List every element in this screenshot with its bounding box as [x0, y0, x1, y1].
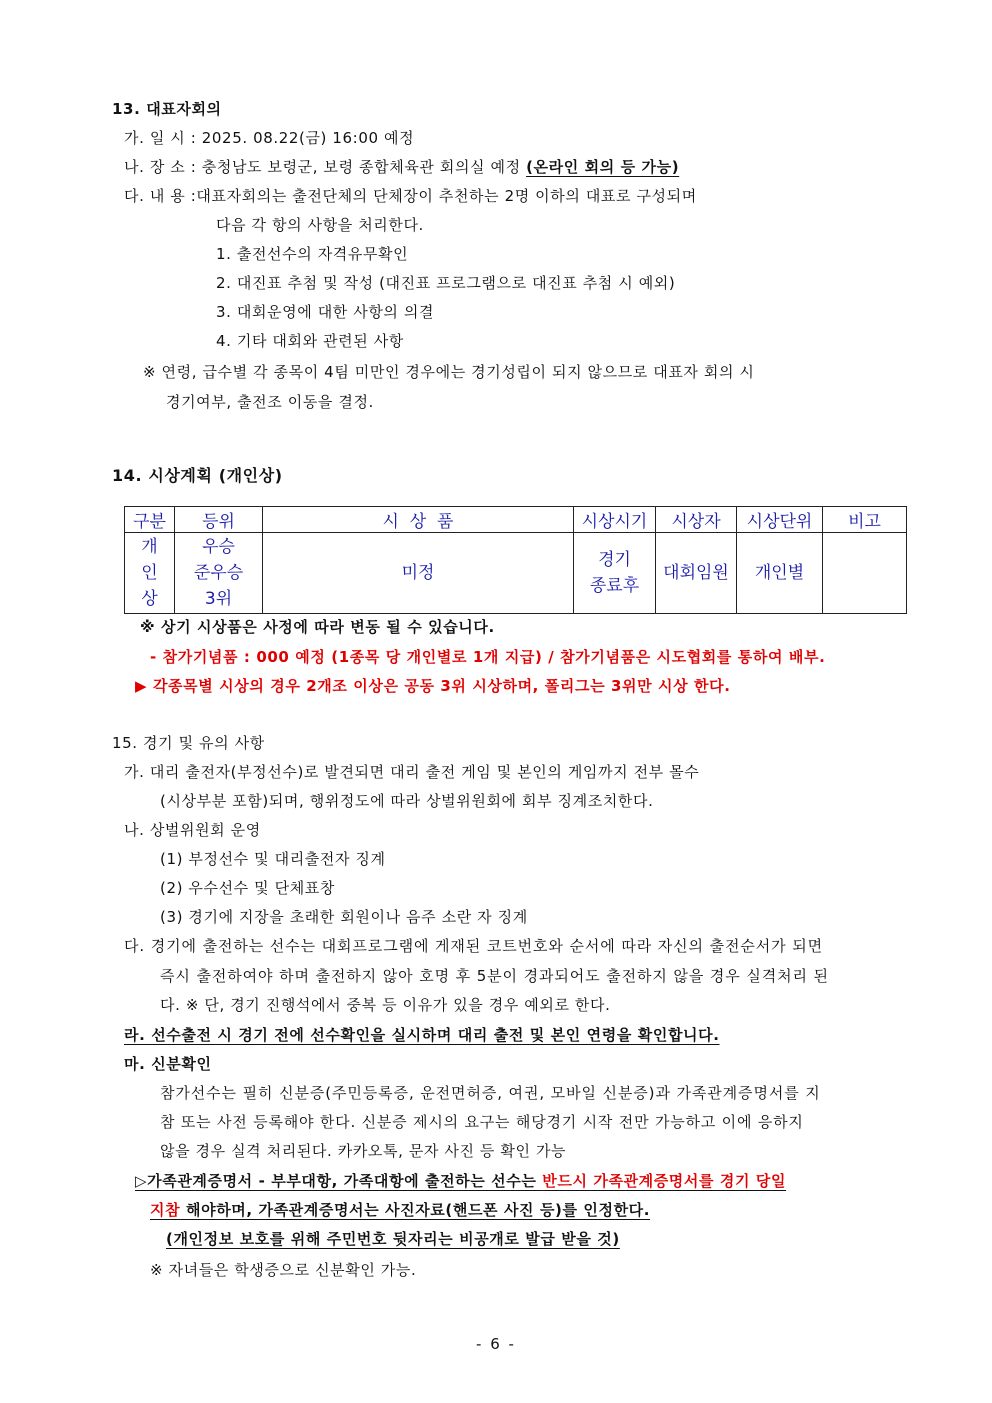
privacy-note: (개인정보 보호를 위해 주민번호 뒷자리는 비공개로 발급 받을 것)	[166, 1230, 620, 1248]
children-id-note: ※ 자녀들은 학생증으로 신분확인 가능.	[150, 1261, 417, 1279]
meeting-content-2: 다음 각 항의 사항을 처리한다.	[216, 216, 424, 234]
rule-da-1: 다. 경기에 출전하는 선수는 대회프로그램에 게재된 코트번호와 순서에 따라 자신의 출전순서가 되면	[124, 937, 824, 955]
third-place-note: ▶ 각종목별 시상의 경우 2개조 이상은 공동 3위 시상하며, 폴리그는 3위만 시상 한다.	[135, 677, 731, 695]
header-category: 구분	[125, 507, 175, 533]
meeting-place-online: (온라인 회의 등 가능)	[526, 158, 680, 176]
cell-timing	[574, 533, 656, 614]
meeting-item-3: 3. 대회운영에 대한 사항의 의결	[216, 303, 435, 321]
meeting-item-4: 4. 기타 대회와 관련된 사항	[216, 332, 404, 350]
rule-ma-3: 않을 경우 실격 처리된다. 카카오톡, 문자 사진 등 확인 가능	[160, 1142, 567, 1160]
section-14-title: 14. 시상계획 (개인상)	[112, 466, 283, 485]
cell-prize: 미정	[263, 533, 574, 614]
meeting-place	[124, 157, 679, 177]
meeting-note-1: ※ 연령, 급수별 각 종목이 4팀 미만인 경우에는 경기성립이 되지 않으므로 대표자 회의 시	[143, 363, 755, 381]
rule-na-item-2: (2) 우수선수 및 단체표창	[160, 879, 335, 897]
meeting-item-2: 2. 대진표 추첨 및 작성 (대진표 프로그램으로 대진표 추첨 시 예외)	[216, 274, 676, 292]
rule-ga-1: 가. 대리 출전자(부정선수)로 발견되면 대리 출전 게임 및 본인의 게임까지 전부 몰수	[124, 763, 700, 781]
family-cert-line-1	[135, 1171, 786, 1191]
header-prize: 시 상 품	[263, 507, 574, 533]
header-unit: 시상단위	[737, 507, 823, 533]
family-cert-required: 반드시 가족관계증명서를 경기 당일	[542, 1172, 787, 1190]
rule-na-item-1: (1) 부정선수 및 대리출전자 징계	[160, 850, 386, 868]
meeting-note-2: 경기여부, 출전조 이동을 결정.	[166, 393, 374, 411]
prize-change-note: ※ 상기 시상품은 사정에 따라 변동 될 수 있습니다.	[140, 618, 495, 636]
rank-first: 우승	[202, 537, 235, 557]
header-presenter: 시상자	[656, 507, 737, 533]
rank-third: 3위	[204, 589, 233, 609]
table-row	[125, 533, 907, 614]
cell-presenter: 대회임원	[656, 533, 737, 614]
cell-unit: 개인별	[737, 533, 823, 614]
timing-line: 경기	[598, 550, 631, 570]
award-table	[124, 506, 907, 614]
family-cert-photo: 해야하며, 가족관계증명서는 사진자료(핸드폰 사진 등)를 인정한다.	[180, 1201, 651, 1219]
rank-second: 준우승	[193, 563, 244, 583]
rule-ma: 마. 신분확인	[124, 1055, 212, 1073]
participation-gift-note: - 참가기념품 : 000 예정 (1종목 당 개인별로 1개 지급) / 참가기념품은 시도협회를 통하여 배부.	[150, 648, 826, 666]
header-rank: 등위	[175, 507, 263, 533]
rule-na: 나. 상벌위원회 운영	[124, 821, 261, 839]
rule-da-3: 다. ※ 단, 경기 진행석에서 중복 등 이유가 있을 경우 예외로 한다.	[160, 996, 611, 1014]
meeting-content-1: 다. 내 용 :대표자회의는 출전단체의 단체장이 추천하는 2명 이하의 대표로 구성되며	[124, 187, 697, 205]
family-cert-bring: 지참	[150, 1201, 181, 1219]
cell-ranks	[175, 533, 263, 614]
cell-category	[125, 533, 175, 614]
timing-line: 종료후	[589, 576, 640, 596]
rule-ga-2: (시상부분 포함)되며, 행위정도에 따라 상벌위원회에 회부 징계조치한다.	[160, 792, 654, 810]
meeting-place-text: 나. 장 소 : 충청남도 보령군, 보령 종합체육관 회의실 예정	[124, 158, 521, 176]
cell-remark	[823, 533, 907, 614]
award-table-header	[125, 507, 907, 533]
header-timing: 시상시기	[574, 507, 656, 533]
meeting-date: 가. 일 시 : 2025. 08.22(금) 16:00 예정	[124, 129, 415, 147]
section-15-title: 15. 경기 및 유의 사항	[112, 734, 265, 752]
category-char: 개	[141, 537, 158, 557]
category-char: 인	[141, 563, 158, 583]
rule-ma-2: 참 또는 사전 등록해야 한다. 신분증 제시의 요구는 해당경기 시작 전만 가능하고 이에 응하지	[160, 1113, 804, 1131]
meeting-item-1: 1. 출전선수의 자격유무확인	[216, 245, 409, 263]
family-cert-line-2	[150, 1200, 650, 1220]
rule-da-2: 즉시 출전하여야 하며 출전하지 않아 호명 후 5분이 경과되어도 출전하지 않을 경우 실격처리 된	[160, 967, 829, 985]
rule-ra: 라. 선수출전 시 경기 전에 선수확인을 실시하며 대리 출전 및 본인 연령을 확인합니다.	[124, 1026, 720, 1044]
rule-na-item-3: (3) 경기에 지장을 초래한 회원이나 음주 소란 자 징계	[160, 908, 528, 926]
family-cert-text: ▷가족관계증명서 - 부부대항, 가족대항에 출전하는 선수는	[135, 1172, 543, 1190]
category-char: 상	[141, 589, 158, 609]
page-number: - 6 -	[476, 1335, 516, 1353]
section-13-title: 13. 대표자회의	[112, 100, 222, 118]
rule-ma-1: 참가선수는 필히 신분증(주민등록증, 운전면허증, 여권, 모바일 신분증)과 가족관계증명서를 지	[160, 1084, 821, 1102]
header-remark: 비고	[823, 507, 907, 533]
